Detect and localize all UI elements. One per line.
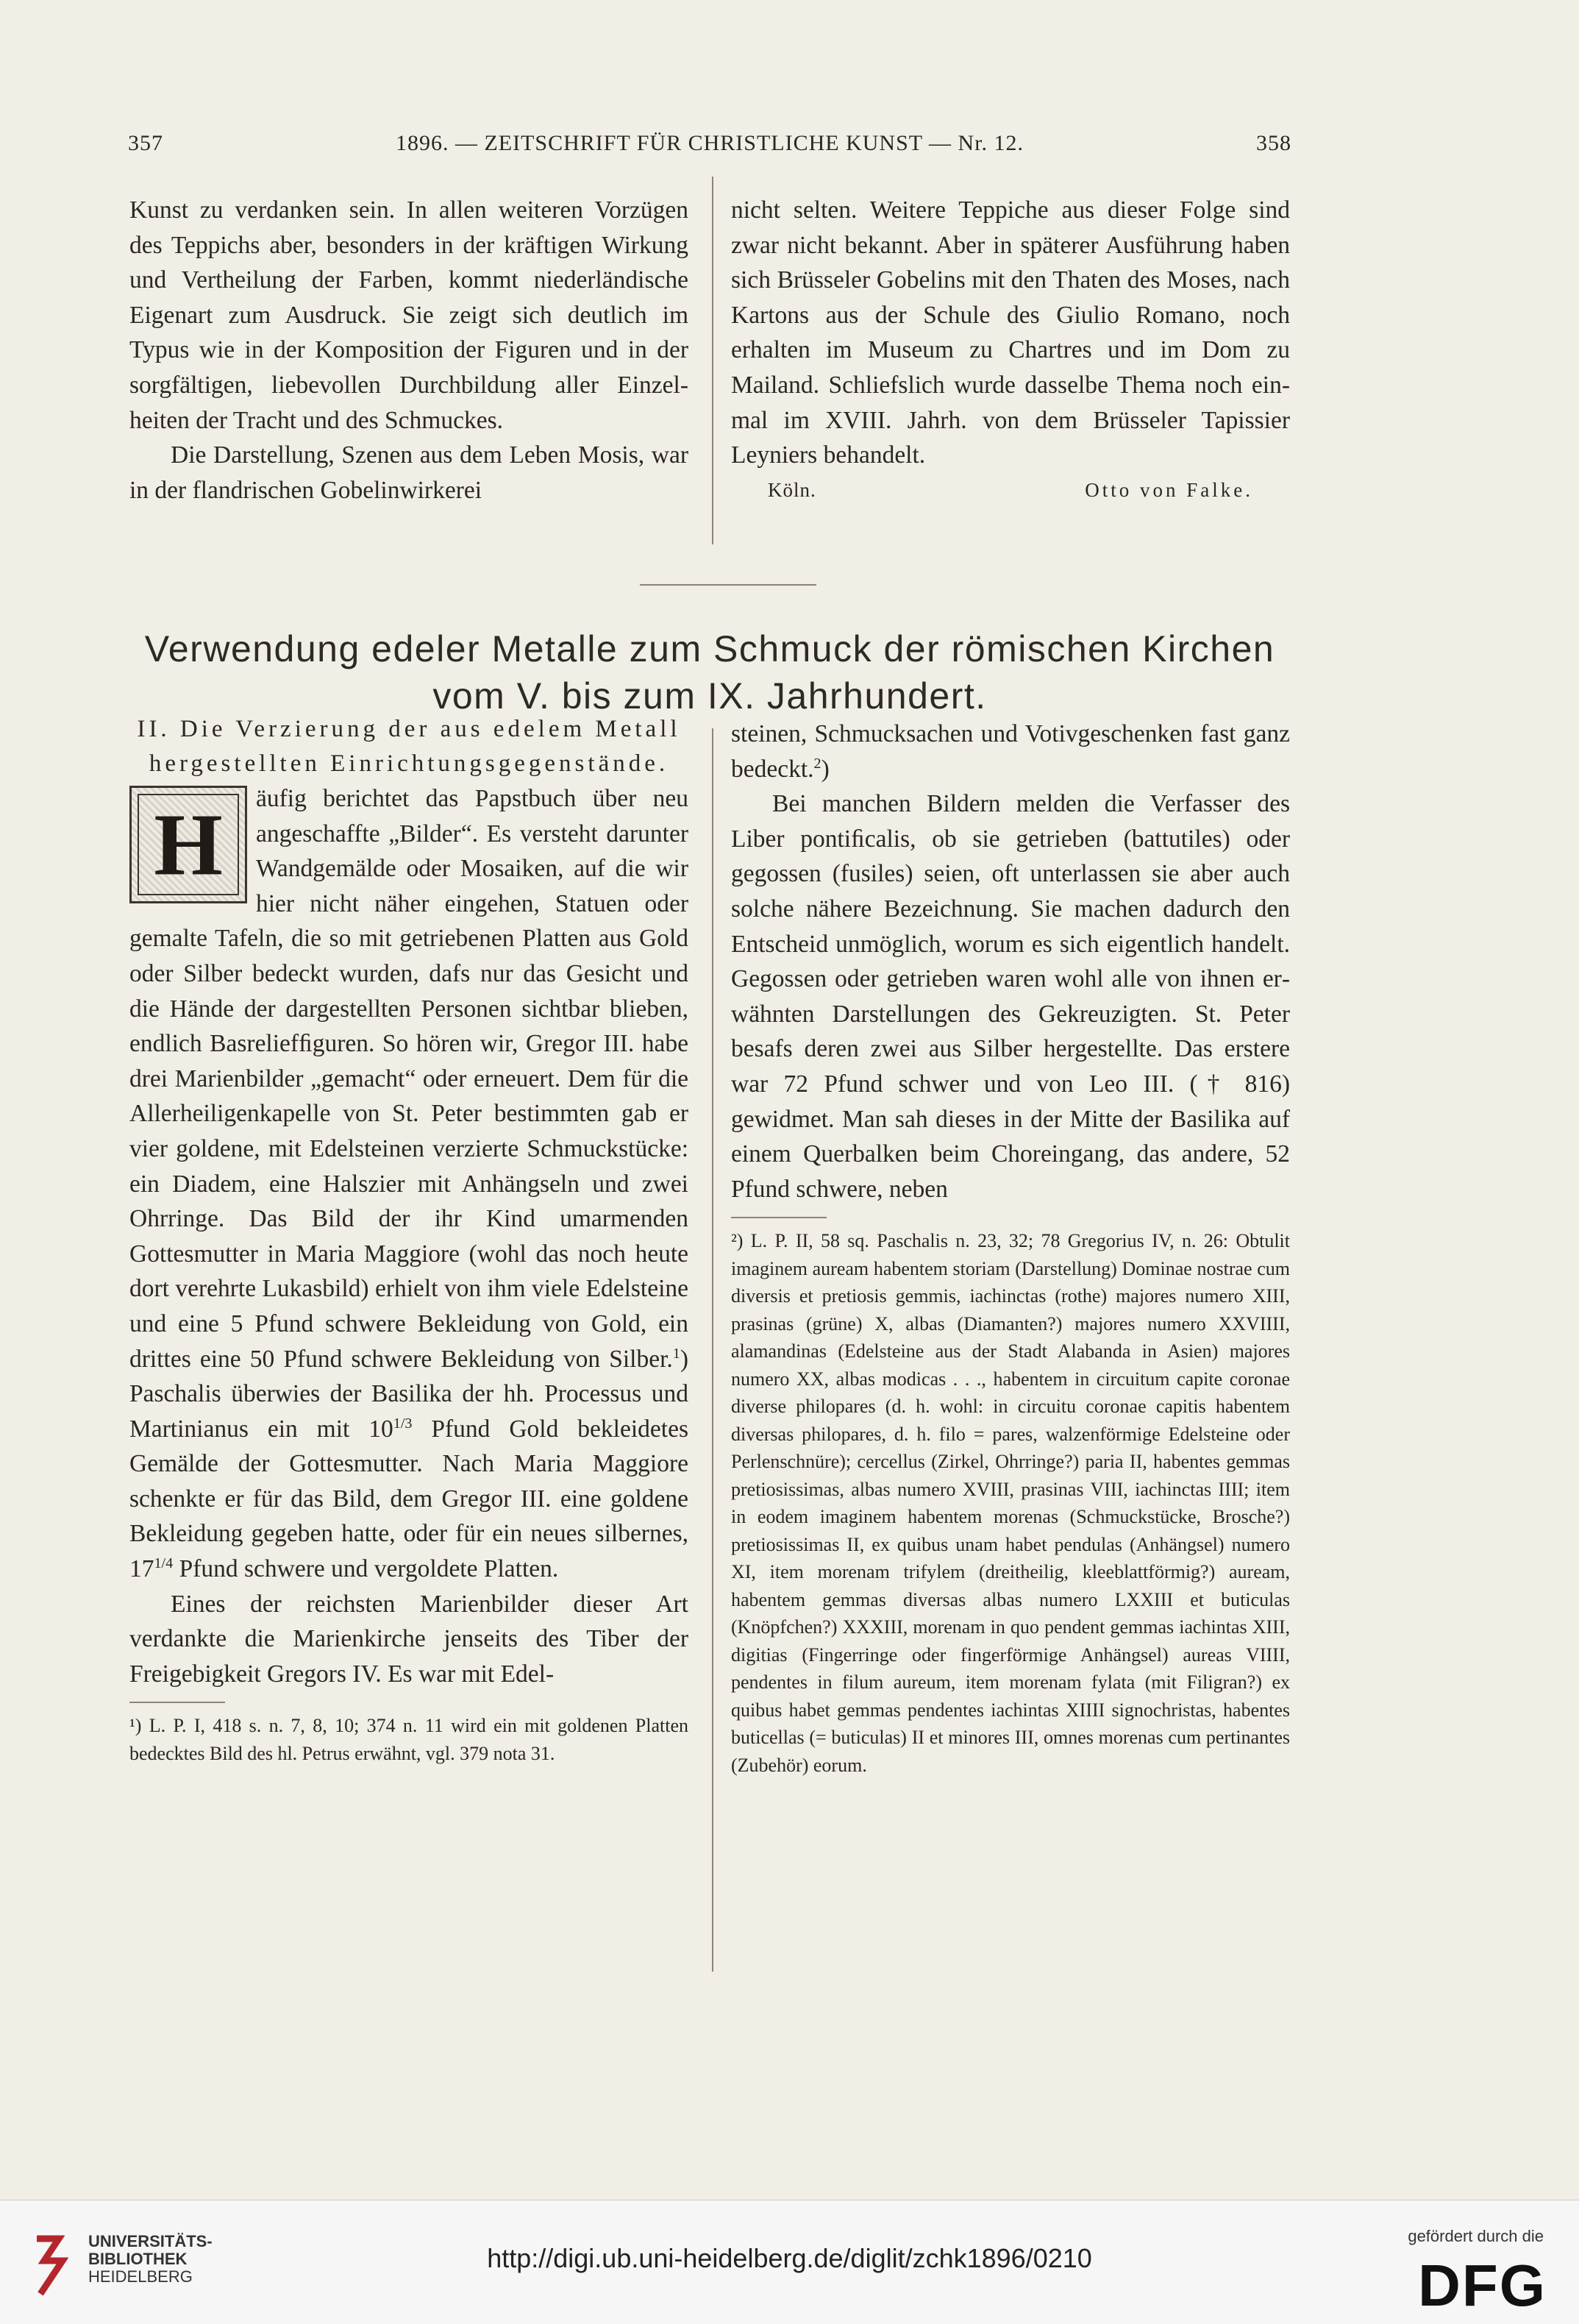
paragraph: Eines der reichsten Marienbilder dieser Art verdankte die Marienkirche jenseits des Tiber der Freigebigkeit Gregors IV. Es war mit Edel-: [129, 1590, 688, 1688]
article-title: [128, 625, 1291, 719]
footnote-text: ²) L. P. II, 58 sq. Paschalis n. 23, 32; 78 Gregorius IV, n. 26: Obtulit imaginem auream habentem storiam (Darstellung) Dominae nostrae cum diversis et pretiosis gemmis, iachinctas (rothe) majores numero XIII, prasinas (grüne) X, albas (Diamanten?) majores numero XXVIIII, alamandinas (Edelsteine aus der Stadt Alabanda in Asien) majores numero XX, albas modicas . . ., habentem in circuitum capite coronae diverse philopares (d. h. wohl: in circuitu coronae capitis habentem diversas philopares, d. h. filo = pares, walzenförmige Edelsteine oder Perlenschnüre); cercellus (Zirkel, Ohrringe?) paria II, habentes gemmas pretiosissimas, albas numero XVIII, prasinas VIII, iachinctas IIII; item in eodem imaginem habentem morenas (Schmuckstücke, Brosche?) pretiosissimas II, ex quibus unam habet pendulas (Anhängsel) numero XI, item morenam trifylem (dreitheilig, kleeblattförmig?) auream, habentem gemmas diversas albas numero LXXIII et buticulas (Knöpfchen?) XXXIII, morenam in quo pendent gemmas iachintas XIII, digitias (Fingerringe oder fingerförmige Anhängsel) aureas VIIII, pendentes in filum aureum, item morenam fylata (mit Filigran?) ex quibus habet gemmas pendentes iachintas XIIII signochristas, habentes buticellas (= buticulas) II et minores III, omnes morenas cum pertinantes (Zubehör) eorum.: [731, 1230, 1290, 1776]
paragraph: Die Darstellung, Szenen aus dem Leben Mosis, war in der flandrischen Gobelinwirkerei: [129, 441, 688, 504]
page-number-right: 358: [1256, 131, 1291, 155]
text-run: Paschalis überwies der Basilika der hh. Processus und Martinianus ein mit 10: [129, 1380, 688, 1443]
paragraph: Kunst zu verdanken sein. In allen weiteren Vorzügen des Teppichs aber, besonders in der kräftigen Wirkung und Vertheilung der Farben, kommt niederländische Eigenart zum Ausdruck. Sie zeigt sich deutlich im Typus wie in der Komposition der Figuren und in der sorgfältigen, liebevollen Durchbildung aller Einzelheiten der Tracht und des Schmuckes.: [129, 196, 688, 434]
library-name-line-2: BIBLIOTHEK: [88, 2250, 188, 2268]
decorated-initial: [129, 786, 247, 903]
fraction: 1/3: [393, 1415, 413, 1432]
footnote-2: [731, 1227, 1290, 1779]
footnote-1: [129, 1712, 688, 1767]
footnote-ref: 1: [672, 1345, 680, 1362]
section-divider: [640, 584, 816, 586]
main-left-column: [129, 712, 688, 1767]
text-run: Pfund schwere und vergoldete Platten.: [173, 1555, 559, 1583]
footnote-text: ¹) L. P. I, 418 s. n. 7, 8, 10; 374 n. 11 wird ein mit goldenen Platten bedecktes Bild des hl. Petrus erwähnt, vgl. 379 nota 31.: [129, 1715, 688, 1764]
permalink-url[interactable]: http://digi.ub.uni-heidelberg.de/diglit/zchk1896/0210: [487, 2243, 1092, 2273]
top-right-column: [731, 193, 1290, 508]
column-divider-top: [712, 177, 713, 544]
article-title-line-1: Verwendung edeler Metalle zum Schmuck der römischen Kirchen: [144, 628, 1275, 669]
funding-caption: gefördert durch die: [1408, 2227, 1544, 2245]
paragraph: Bei manchen Bildern melden die Verfasser des Liber pontiﬁcalis, ob sie getrieben (battutiles) oder gegossen (fusiles) seien, oft unterlassen sie aber auch solche nähere Bezeichnung. Sie machen dadurch den Entscheid unmöglich, worum es sich eigentlich handelt. Gegossen oder getrieben waren wohl alle von ihnen erwähnten Darstellungen des Gekreuzigten. St. Peter besafs deren zwei aus Silber hergestellte. Das erstere war 72 Pfund schwer und von Leo III. († 816) gewidmet. Man sah dieses in der Mitte der Basilika auf einem Querbalken beim Choreingang, das andere, 52 Pfund schwere, neben: [731, 790, 1290, 1203]
library-name-line-3: HEIDELBERG: [88, 2267, 193, 2286]
running-title: 1896. — ZEITSCHRIFT FÜR CHRISTLICHE KUNST — Nr. 12.: [395, 131, 1024, 155]
footnote-rule: [731, 1217, 827, 1218]
paragraph: äufig berichtet das Papstbuch über neu angeschaffte „Bilder“. Es versteht darunter Wandgemälde oder Mosaiken, auf die wir hier nicht näher eingehen, Statuen oder gemalte Tafeln, die so mit getriebenen Platten aus Gold oder Silber bedeckt wurden, dafs nur das Gesicht und die Hände der dargestellten Personen sichtbar blieben, endlich Basreliefﬁguren. So hören wir, Gregor III. habe drei Marienbilder „gemacht“ oder erneuert. Dem für die Allerheiligenkapelle von St. Peter bestimmten gab er vier goldene, mit Edelsteinen verzierte Schmuckstücke: ein Diadem, eine Halszier mit Anhängseln und zwei Ohrringe. Das Bild der ihr Kind umarmenden Gottesmutter in Maria Maggiore (wohl das noch heute dort verehrte Lukasbild) erhielt von ihm viele Edelsteine und eine 5 Pfund schwere Bekleidung von Gold, ein drittes eine 50 Pfund schwere Bekleidung von Silber.$^1$) Paschalis überwies der Basilika der hh. Processus und Martinianus ein mit $10^{1/3}$ Pfund Gold bekleidetes Gemälde der Gottesmutter. Nach Maria Maggiore schenkte er für das Bild, dem Gregor III. eine goldene Bekleidung gegeben hatte, oder für ein neues silbernes, $17^{1/4}$ Pfund schwere und vergoldete Platten.: [129, 785, 689, 1583]
signature: [731, 473, 1290, 508]
library-name-line-1: UNIVERSITÄTS-: [88, 2232, 213, 2250]
fraction: 1/4: [154, 1554, 174, 1571]
signature-place: Köln.: [768, 478, 816, 501]
viewer-footer: [0, 2200, 1579, 2324]
signature-author: Otto von Falke.: [1085, 478, 1253, 501]
footnote-ref: 2: [813, 755, 821, 772]
column-divider-main: [712, 728, 713, 1972]
footnote-rule: [129, 1702, 225, 1703]
paragraph: nicht selten. Weitere Teppiche aus dieser Folge sind zwar nicht bekannt. Aber in späterer Ausführung haben sich Brüsseler Gobelins mit den Thaten des Moses, nach Kartons aus der Schule des Giulio Romano, noch erhalten im Museum zu Chartres und im Dom zu Mailand. Schliefslich wurde dasselbe Thema noch einmal im XVIII. Jahrh. von dem Brüsseler Tapissier Leyniers behandelt.: [731, 196, 1290, 469]
text-run: äufig berichtet das Papstbuch über neu angeschaffte „Bilder“. Es versteht darunter Wandgemälde oder Mosaiken, auf die wir hier nicht näher eingehen, Statuen oder gemalte Tafeln, die so mit getriebenen Platten aus Gold oder Silber bedeckt wurden, dafs nur das Gesicht und die Hände der dargestellten Personen sichtbar blieben, endlich Basreliefﬁguren. So hören wir, Gregor III. habe drei Marienbilder „gemacht“ oder erneuert. Dem für die Allerheiligenkapelle von St. Peter bestimmten gab er vier goldene, mit Edelsteinen verzierte Schmuckstücke: ein Diadem, eine Halszier mit Anhängseln und zwei Ohrringe. Das Bild der ihr Kind umarmenden Gottesmutter in Maria Maggiore (wohl das noch heute dort verehrte Lukasbild) erhielt von ihm viele Edelsteine und eine 5 Pfund schwere Bekleidung von Gold, ein drittes eine 50 Pfund schwere Bekleidung von Silber.: [129, 785, 689, 1373]
dfg-logo: DFG: [1418, 2253, 1547, 2318]
running-header: [128, 131, 1291, 168]
section-subheading: II. Die Verzierung der aus edelem Metall hergestellten Einrichtungsgegenstände.: [137, 716, 681, 777]
main-right-column: [731, 717, 1290, 1779]
paragraph: steinen, Schmucksachen und Votivgeschenken fast ganz bedeckt.$^2$): [731, 720, 1290, 783]
text-run: Pfund Gold bekleidetes Gemälde der Gottesmutter. Nach Maria Maggiore schenkte er für das Bild, dem Gregor III. eine goldene Bekleidung gegeben hatte, oder für ein neues silbernes, 17: [129, 1415, 688, 1583]
text-run: steinen, Schmucksachen und Votivgeschenken fast ganz bedeckt.: [731, 720, 1290, 783]
top-left-column: [129, 193, 688, 508]
page-number-left: 357: [128, 131, 163, 155]
initial-letter: H: [154, 795, 223, 894]
article-title-line-2: vom V. bis zum IX. Jahrhundert.: [432, 675, 987, 717]
